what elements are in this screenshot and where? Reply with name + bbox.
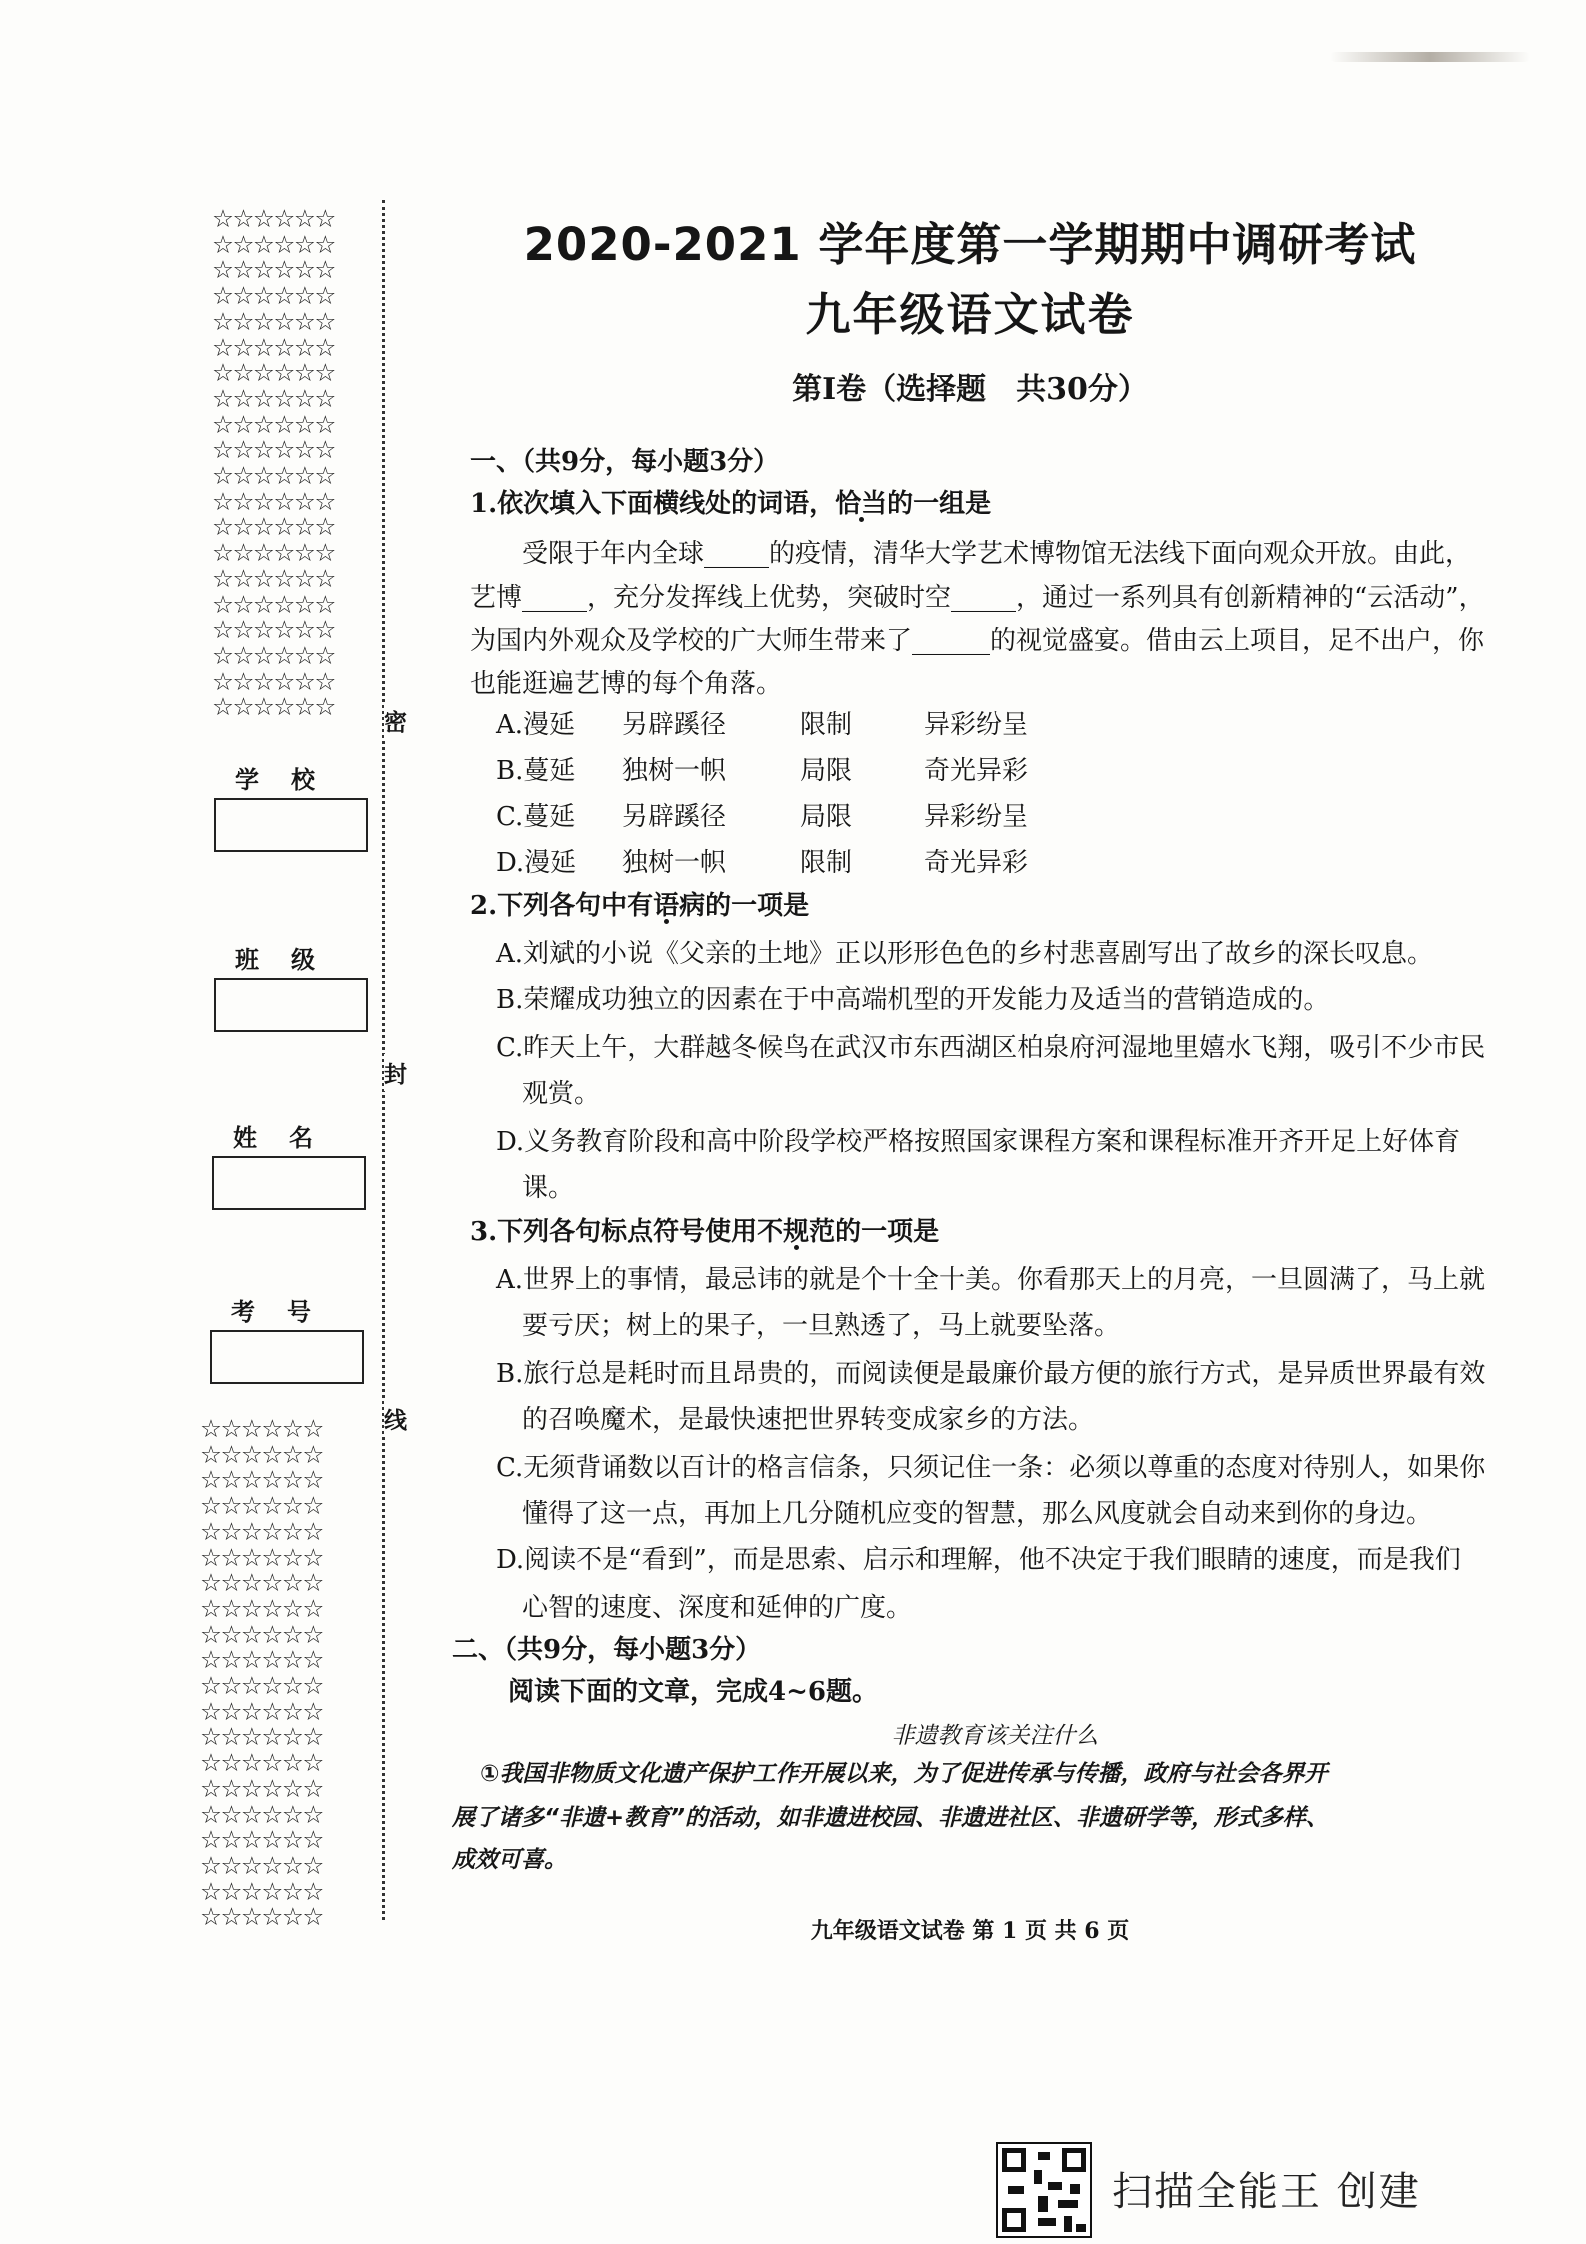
q3-option-b-cont: 的召唤魔术，是最快速把世界转变成家乡的方法。 xyxy=(522,1405,1095,1435)
q1-option-c[interactable]: C.蔓延 另辟蹊径 局限 异彩纷呈 xyxy=(496,802,1029,832)
school-label: 学校 xyxy=(235,765,347,794)
section-label: 第Ⅰ卷（选择题 共30分） xyxy=(792,372,1148,407)
q2-option-b[interactable]: B.荣耀成功独立的因素在于中高端机型的开发能力及适当的营销造成的。 xyxy=(496,985,1330,1015)
q2-option-c[interactable]: C.昨天上午，大群越冬候鸟在武汉市东西湖区柏泉府河湿地里嬉水飞翔，吸引不少市民 xyxy=(496,1033,1486,1063)
exam-title: 2020-2021 学年度第一学期期中调研考试 xyxy=(523,218,1417,271)
article-line: ①我国非物质文化遗产保护工作开展以来，为了促进传承与传播，政府与社会各界开 xyxy=(480,1761,1328,1787)
q3-option-a[interactable]: A.世界上的事情，最忌讳的就是个十全十美。你看那天上的月亮，一旦圆满了，马上就 xyxy=(496,1265,1486,1295)
q1-option-d[interactable]: D.漫延 独树一帜 限制 奇光异彩 xyxy=(496,848,1029,878)
exam-no-input-box[interactable] xyxy=(210,1330,364,1384)
name-input-box[interactable] xyxy=(212,1156,366,1210)
class-label: 班级 xyxy=(235,945,347,974)
q2-option-d[interactable]: D.义务教育阶段和高中阶段学校严格按照国家课程方案和课程标准开齐开足上好体育 xyxy=(496,1127,1461,1157)
q2-option-a[interactable]: A.刘斌的小说《父亲的土地》正以形形色色的乡村悲喜剧写出了故乡的深长叹息。 xyxy=(496,939,1434,969)
q2-stem: 2.下列各句中有语病的一项是 xyxy=(470,891,810,921)
q1-para-line: 受限于年内全球_____的疫情，清华大学艺术博物馆无法线下面向观众开放。由此， xyxy=(522,539,1472,569)
scan-edge-mark xyxy=(1330,52,1530,62)
name-label: 姓名 xyxy=(233,1123,345,1152)
q3-option-c-cont: 懂得了这一点，再加上几分随机应变的智慧，那么风度就会自动来到你的身边。 xyxy=(522,1499,1433,1529)
q2-option-c-cont: 观赏。 xyxy=(522,1079,601,1109)
star-border-bottom: ☆☆☆☆☆☆ ☆☆☆☆☆☆ ☆☆☆☆☆☆ ☆☆☆☆☆☆ ☆☆☆☆☆☆ ☆☆☆☆☆☆ ☆☆☆☆☆☆ ☆☆☆☆☆☆ ☆☆☆☆☆☆ ☆☆☆☆☆☆ ☆☆☆☆☆☆ ☆☆☆☆☆☆ ☆☆☆☆☆☆ ☆☆☆☆☆☆ ☆☆☆☆☆☆ ☆☆☆☆☆☆ ☆☆☆☆☆☆ ☆☆☆☆☆☆ ☆☆☆☆☆☆ ☆☆☆☆☆☆ xyxy=(200,1414,323,1932)
q1-option-a[interactable]: A.漫延 另辟蹊径 限制 异彩纷呈 xyxy=(496,710,1029,740)
school-field xyxy=(214,760,368,852)
seal-xian: 线 xyxy=(384,1400,407,1437)
page-footer: 九年级语文试卷 第 1 页 共 6 页 xyxy=(810,1918,1130,1944)
q1-stem: 1.依次填入下面横线处的词语，恰当的一组是 xyxy=(470,489,992,519)
article-title: 非遗教育该关注什么 xyxy=(891,1723,1099,1749)
class-field xyxy=(214,940,368,1032)
exam-no-field xyxy=(210,1292,364,1384)
q3-option-c[interactable]: C.无须背诵数以百计的格言信条，只须记住一条：必须以尊重的态度对待别人，如果你 xyxy=(496,1453,1486,1483)
exam-no-label: 考号 xyxy=(231,1297,343,1326)
article-line: 展了诸多“非遗+教育”的活动，如非遗进校园、非遗进社区、非遗研学等，形式多样、 xyxy=(452,1805,1329,1831)
scanner-watermark: 扫描全能王 创建 xyxy=(1112,2169,1421,2215)
q3-option-b[interactable]: B.旅行总是耗时而且昂贵的，而阅读便是最廉价最方便的旅行方式，是异质世界最有效 xyxy=(496,1359,1486,1389)
article-line: 成效可喜。 xyxy=(452,1847,567,1873)
part2-heading: 二、（共9分，每小题3分） xyxy=(452,1635,762,1665)
seal-mi: 密 xyxy=(384,702,407,739)
exam-subtitle: 九年级语文试卷 xyxy=(805,288,1135,341)
seal-feng: 封 xyxy=(384,1054,407,1091)
q1-para-line: 艺博_____，充分发挥线上优势，突破时空_____，通过一系列具有创新精神的“云活动”， xyxy=(470,583,1485,613)
part1-heading: 一、（共9分，每小题3分） xyxy=(470,447,780,477)
q3-option-a-cont: 要亏厌；树上的果子，一旦熟透了，马上就要坠落。 xyxy=(522,1311,1121,1341)
q3-option-d[interactable]: D.阅读不是“看到”，而是思索、启示和理解，他不决定于我们眼睛的速度，而是我们 xyxy=(496,1545,1461,1575)
qr-code-icon xyxy=(996,2142,1092,2238)
q3-stem: 3.下列各句标点符号使用不规范的一项是 xyxy=(470,1217,940,1247)
school-input-box[interactable] xyxy=(214,798,368,852)
star-border-top: ☆☆☆☆☆☆ ☆☆☆☆☆☆ ☆☆☆☆☆☆ ☆☆☆☆☆☆ ☆☆☆☆☆☆ ☆☆☆☆☆☆ ☆☆☆☆☆☆ ☆☆☆☆☆☆ ☆☆☆☆☆☆ ☆☆☆☆☆☆ ☆☆☆☆☆☆ ☆☆☆☆☆☆ ☆☆☆☆☆☆ ☆☆☆☆☆☆ ☆☆☆☆☆☆ ☆☆☆☆☆☆ ☆☆☆☆☆☆ ☆☆☆☆☆☆ ☆☆☆☆☆☆ ☆☆☆☆☆☆ xyxy=(212,204,335,722)
q3-option-d-cont: 心智的速度、深度和延伸的广度。 xyxy=(522,1593,913,1623)
name-field xyxy=(212,1118,366,1210)
q2-option-d-cont: 课。 xyxy=(522,1173,575,1203)
q1-option-b[interactable]: B.蔓延 独树一帜 局限 奇光异彩 xyxy=(496,756,1029,786)
part2-intro: 阅读下面的文章，完成4~6题。 xyxy=(508,1677,878,1707)
class-input-box[interactable] xyxy=(214,978,368,1032)
q1-para-line: 为国内外观众及学校的广大师生带来了______的视觉盛宴。借由云上项目，足不出户，你 xyxy=(470,626,1485,656)
q1-para-line: 也能逛遍艺博的每个角落。 xyxy=(470,669,783,699)
